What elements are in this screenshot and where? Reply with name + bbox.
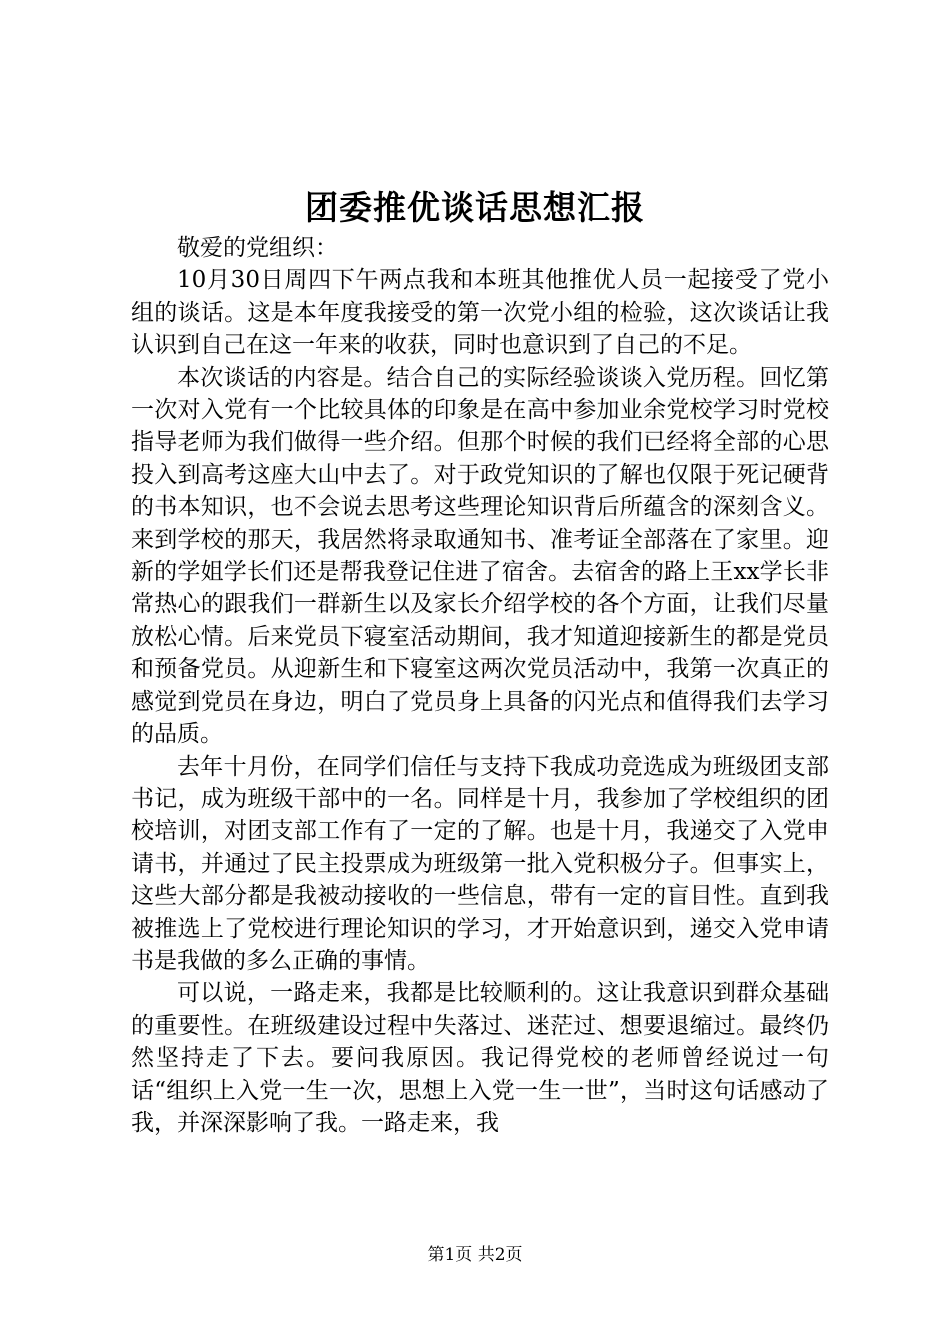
paragraph-4: 可以说，一路走来，我都是比较顺利的。这让我意识到群众基础的重要性。在班级建设过程中失落过、迷茫过、想要退缩过。最终仍然坚持走了下去。要问我原因。我记得党校的老师曾经说过一句话“组织上入党一生一次，思想上入党一生一世”，当时这句话感动了我，并深深影响了我。一路走来，我 [131, 980, 829, 1136]
document-title: 团委推优谈话思想汇报 [305, 188, 645, 227]
page-number-footer: 第1页 共2页 [427, 1245, 523, 1265]
paragraph-3: 去年十月份，在同学们信任与支持下我成功竞选成为班级团支部书记，成为班级干部中的一名。同样是十月，我参加了学校组织的团校培训，对团支部工作有了一定的了解。也是十月，我递交了入党申请书，并通过了民主投票成为班级第一批入党积极分子。但事实上，这些大部分都是我被动接收的一些信息，带有一定的盲目性。直到我被推选上了党校进行理论知识的学习，才开始意识到，递交入党申请书是我做的多么正确的事情。 [131, 753, 829, 974]
paragraph-1: 10月30日周四下午两点我和本班其他推优人员一起接受了党小组的谈话。这是本年度我接受的第一次党小组的检验，这次谈话让我认识到自己在这一年来的收获，同时也意识到了自己的不足。 [131, 267, 829, 359]
paragraph-2: 本次谈话的内容是。结合自己的实际经验谈谈入党历程。回忆第一次对入党有一个比较具体的印象是在高中参加业余党校学习时党校指导老师为我们做得一些介绍。但那个时候的我们已经将全部的心思投入到高考这座大山中去了。对于政党知识的了解也仅限于死记硬背的书本知识，也不会说去思考这些理论知识背后所蕴含的深刻含义。来到学校的那天，我居然将录取通知书、准考证全部落在了家里。迎新的学姐学长们还是帮我登记住进了宿舍。去宿舍的路上王xx学长非常热心的跟我们一群新生以及家长介绍学校的各个方面，让我们尽量放松心情。后来党员下寝室活动期间，我才知道迎接新生的都是党员和预备党员。从迎新生和下寝室这两次党员活动中，我第一次真正的感觉到党员在身边，明白了党员身上具备的闪光点和值得我们去学习的品质。 [131, 364, 829, 748]
salutation: 敬爱的党组织： [177, 235, 338, 261]
document-body [131, 232, 829, 1139]
